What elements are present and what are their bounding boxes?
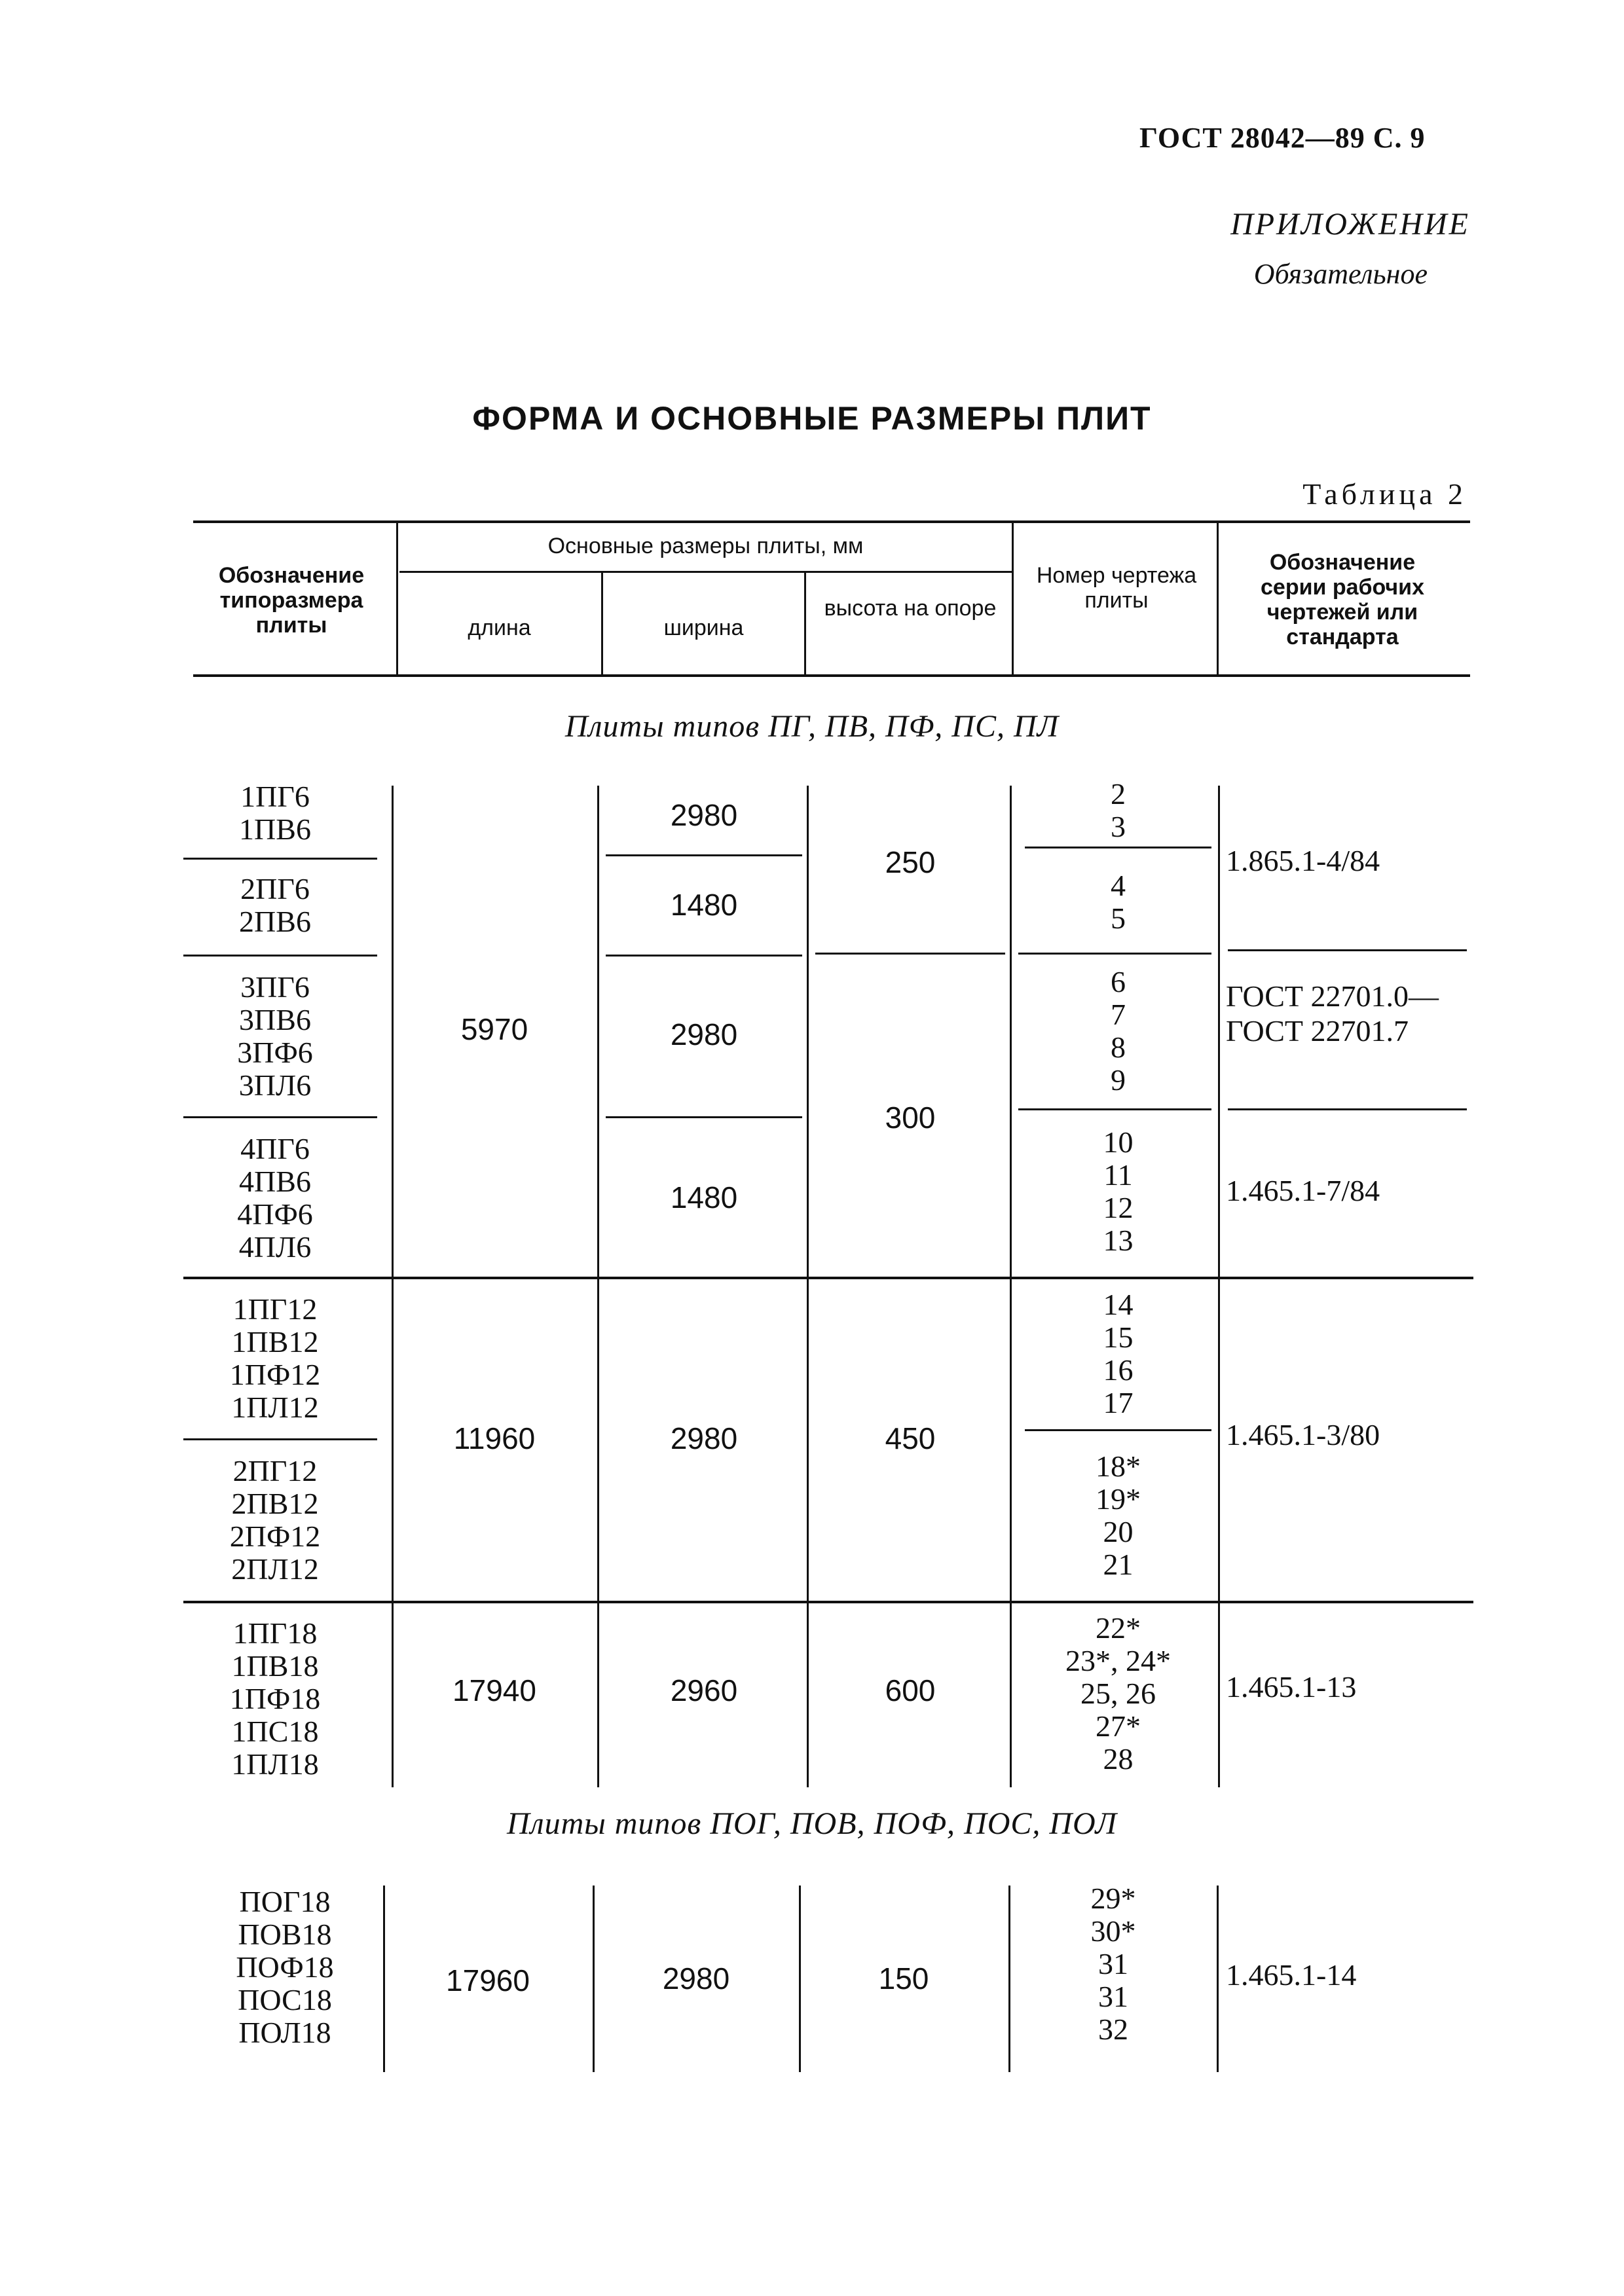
width-value: 2980 [662,1961,730,1995]
designation: 1ПВ12 [231,1325,319,1358]
designation: 2ПВ12 [231,1487,319,1520]
designation-group [196,1886,373,2049]
height-value: 300 [885,1101,936,1135]
drawing-number: 31 [1098,1947,1128,1980]
drawing-number: 4 [1111,869,1126,902]
row-rule [606,854,802,856]
designation: 4ПФ6 [237,1197,313,1231]
header-length: длина [468,615,531,640]
designation: 2ПГ12 [232,1454,318,1487]
series-value: ГОСТ 22701.7 [1226,1014,1409,1048]
length-value: 17960 [446,1963,530,1997]
designation: ПОВ18 [238,1918,332,1951]
drawing-number: 5 [1111,902,1126,935]
designation-group [196,1133,354,1264]
column-rule [1217,1886,1219,2072]
drawing-number: 16 [1103,1353,1134,1387]
drawing-number: 28 [1103,1742,1134,1776]
header-divider [1012,522,1014,676]
drawing-number: 18* [1096,1449,1141,1483]
designation: 3ПЛ6 [238,1068,312,1102]
designation: 2ПЛ12 [231,1552,319,1586]
drawing-group [1025,869,1211,935]
designation: 2ПГ6 [240,872,310,905]
header-width: ширина [663,615,744,640]
drawing-group [1025,1612,1211,1776]
drawing-number: 7 [1111,998,1126,1031]
drawing-number: 31 [1098,1980,1128,2013]
drawing-number: 2 [1111,777,1126,811]
column-rule [799,1886,801,2072]
series-value: 1.465.1-3/80 [1226,1418,1380,1451]
header-divider [1217,522,1219,676]
drawing-number: 12 [1103,1191,1134,1224]
main-sizes-rule [399,571,1012,573]
drawing-number: 15 [1103,1321,1134,1354]
designation: 2ПФ12 [229,1520,321,1553]
drawing-number: 14 [1103,1288,1134,1321]
designation: 3ПФ6 [237,1036,313,1069]
series-value: 1.465.1-13 [1226,1670,1357,1704]
header-divider [804,572,806,676]
row-rule [606,955,802,957]
designation: 4ПГ6 [240,1132,310,1165]
header-divider [601,572,603,676]
height-value: 600 [885,1673,936,1707]
standard-header: ГОСТ 28042—89 С. 9 [1139,122,1426,154]
width-value: 1480 [670,888,738,922]
designation: ПОС18 [238,1983,332,2016]
designation: 1ПЛ18 [231,1747,319,1781]
drawing-number: 23*, 24* [1065,1644,1171,1677]
drawing-number: 3 [1111,810,1126,843]
column-rule [383,1886,385,2072]
drawing-number: 29* [1090,1882,1136,1915]
designation: ПОЛ18 [238,2016,331,2049]
header-designation: Обозначение типоразмера плиты [218,563,365,638]
designation: 1ПВ18 [231,1649,319,1683]
designation: 1ПГ6 [240,780,310,813]
designation: 4ПВ6 [239,1165,311,1198]
designation: 1ПВ6 [239,812,311,846]
length-value: 5970 [460,1012,528,1046]
column-rule [1010,786,1012,1787]
drawing-number: 8 [1111,1030,1126,1064]
column-rule [807,786,809,1787]
designation: 1ПФ18 [229,1682,321,1715]
column-rule [593,1886,595,2072]
drawing-group [1025,1450,1211,1581]
column-rule [392,786,394,1787]
row-rule [606,1116,802,1118]
designation: ПОГ18 [239,1885,331,1918]
header-height: высота на опоре [824,596,997,621]
drawing-group [1018,1882,1208,2046]
appendix-status: Обязательное [1253,258,1428,290]
length-value: 17940 [452,1673,536,1707]
height-value: 150 [878,1961,929,1995]
drawing-number: 30* [1090,1914,1136,1948]
row-rule [815,953,1005,955]
row-rule [1018,953,1211,955]
table-header-bottom-rule [193,674,1470,677]
width-value: 2980 [670,1017,738,1051]
width-value: 2980 [670,798,738,832]
drawing-number: 21 [1103,1548,1134,1581]
drawing-number: 25, 26 [1080,1677,1156,1710]
series-value: 1.465.1-14 [1226,1958,1357,1992]
section-title: Плиты типов ПОГ, ПОВ, ПОФ, ПОС, ПОЛ [506,1806,1118,1841]
drawing-number: 6 [1111,965,1126,998]
width-value: 2980 [670,1421,738,1455]
row-rule [183,858,377,860]
designation-group [196,780,354,846]
length-value: 11960 [453,1421,536,1455]
designation-group [196,1455,354,1586]
drawing-group [1025,778,1211,843]
drawing-number: 13 [1103,1224,1134,1257]
designation-group [196,873,354,938]
width-value: 1480 [670,1180,738,1214]
row-rule [183,1601,1473,1603]
designation: 4ПЛ6 [238,1230,312,1264]
row-rule [1228,1108,1467,1110]
designation: 1ПФ12 [229,1358,321,1391]
appendix-label: ПРИЛОЖЕНИЕ [1230,207,1470,242]
header-series: Обозначение серии рабочих чертежей или стандарта [1261,550,1424,649]
designation: 1ПГ18 [232,1616,318,1650]
column-rule [597,786,599,1787]
row-rule [1025,1429,1211,1431]
drawing-number: 22* [1096,1611,1141,1645]
series-value: 1.465.1-7/84 [1226,1174,1380,1207]
drawing-number: 11 [1103,1158,1133,1192]
designation: ПОФ18 [236,1950,334,1984]
column-rule [1008,1886,1010,2072]
designation: 3ПВ6 [239,1003,311,1036]
designation-group [196,1293,354,1424]
header-drawing-number: Номер чертежа плиты [1036,563,1197,613]
drawing-group [1025,1288,1211,1419]
drawing-number: 20 [1103,1515,1134,1548]
drawing-number: 17 [1103,1386,1134,1419]
row-rule [183,1438,377,1440]
row-rule [183,955,377,957]
drawing-group [1025,1126,1211,1257]
drawing-number: 32 [1098,2013,1128,2046]
drawing-number: 9 [1111,1063,1126,1097]
drawing-group [1025,966,1211,1097]
designation: 1ПГ12 [232,1292,318,1326]
row-rule [1018,1108,1211,1110]
row-rule [183,1277,1473,1279]
designation: 1ПС18 [231,1715,319,1748]
designation: 2ПВ6 [239,905,311,938]
table-top-rule [193,520,1470,523]
page-title: ФОРМА И ОСНОВНЫЕ РАЗМЕРЫ ПЛИТ [472,400,1152,437]
width-value: 2960 [670,1673,738,1707]
drawing-number: 19* [1096,1482,1141,1516]
drawing-number: 27* [1096,1709,1141,1743]
height-value: 450 [885,1421,936,1455]
drawing-number: 10 [1103,1125,1134,1159]
row-rule [1228,949,1467,951]
row-rule [1025,847,1211,848]
section-title: Плиты типов ПГ, ПВ, ПФ, ПС, ПЛ [564,709,1060,744]
height-value: 250 [885,845,936,879]
designation-group [196,1617,354,1781]
row-rule [183,1116,377,1118]
designation: 3ПГ6 [240,970,310,1004]
header-divider [396,522,398,676]
series-value: ГОСТ 22701.0— [1226,979,1439,1013]
designation-group [196,971,354,1102]
header-main-sizes: Основные размеры плиты, мм [547,534,864,558]
designation: 1ПЛ12 [231,1391,319,1424]
table-label: Таблица 2 [1302,477,1467,511]
column-rule [1218,786,1220,1787]
series-value: 1.865.1-4/84 [1226,844,1380,877]
